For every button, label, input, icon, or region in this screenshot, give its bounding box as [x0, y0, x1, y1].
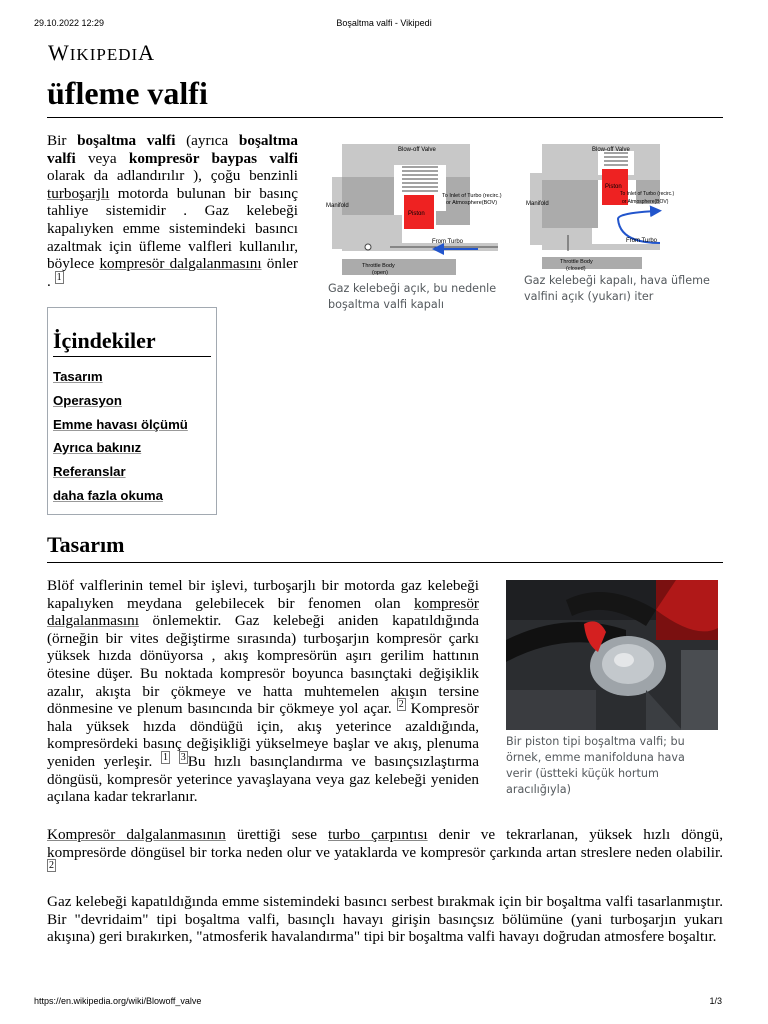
label-throttle-body: Throttle Body: [560, 259, 593, 265]
wordmark-ikipedi: IKIPEDI: [69, 45, 139, 64]
figure-1-caption: Gaz kelebeği açık, bu nedenle boşaltma valfi kapalı: [328, 282, 497, 311]
label-inlet-line2: or Atmosphere(BOV): [622, 199, 669, 205]
label-inlet-line1: To Inlet of Turbo (recirc.): [442, 193, 502, 199]
design-paragraph-2: Gaz kelebeği kapatıldığında emme sistemindeki basıncı serbest bırakmak için bir boşaltma valfi tasarlanmıştır. Bir "devridaim" tipi boşaltma valfi, basınçlı havayı girişin basınçsız bölümüne (yani turboşarjın yukarı akışına) geri bırakırken, "atmosferik havalandırma" tipi bir boşaltma valfi havayı doğrudan atmosfere boşaltır.: [47, 893, 723, 946]
page-title: üfleme valfi: [47, 75, 208, 111]
print-date: 29.10.2022 12:29: [34, 18, 105, 28]
reference-1[interactable]: 1: [56, 271, 62, 283]
diagram-throttle-closed: [524, 143, 675, 272]
blowoff-valve-photo[interactable]: [506, 580, 718, 730]
print-page-number: 1/3: [709, 996, 722, 1006]
reference-1b[interactable]: 1: [163, 751, 168, 763]
figure-throttle-open[interactable]: [328, 143, 514, 279]
section-heading-tasarim: Tasarım: [47, 532, 125, 557]
label-throttle-body: Throttle Body: [362, 263, 395, 269]
label-throttle-state: (open): [372, 270, 388, 276]
link-compressor-surge[interactable]: kompresör dalgalanmasını: [99, 255, 262, 273]
wordmark-a: A: [138, 40, 156, 65]
table-of-contents: [47, 307, 217, 515]
label-inlet-line2: or Atmosphere(BOV): [446, 200, 498, 206]
link-compressor-surge-2[interactable]: Kompresör dalgalanmasının: [47, 826, 226, 843]
photo-illustration: [506, 580, 718, 730]
reference-3[interactable]: 3: [180, 751, 186, 763]
label-blow-off-valve: Blow-off Valve: [592, 147, 630, 153]
link-compressor-surge[interactable]: kompresör dalgalanmasını: [47, 594, 479, 630]
wikipedia-wordmark[interactable]: [48, 40, 155, 66]
label-manifold: Manifold: [326, 203, 349, 209]
diagram-throttle-open: [328, 143, 514, 279]
design-paragraph-1: Blöf valflerinin temel bir işlevi, turboşarjlı bir motorda gaz kelebeği kapalıyken meydana gelebilecek bir fenomen olan kompresör dalgalanmasını önlemektir. Gaz kelebeği aniden kapatıldığında (örneğin bir vites değiştirme sırasında) turboşarjın kompresör çarkı yüksek hızda dönüyorsa , akış kompresörün aşırı gerilim hattının ötesine düşer. Bu noktada kompresör boyunca basınçtaki değişiklik azalır, akışta bir çökmeye ve hatta muhtemelen akışın tersine dönmesine ve plenum basıncında bir çökmeye yol açar. $^2$ Kompresör hala yüksek hızda döndüğü için, akış yeterince azaldığında, kompresördeki basınç değişikliği yükselmeye başlar ve akış, plenuma yeniden yerleşir. $^1$ $^3$ Bu hızlı basınçlandırma ve basınçsızlaştırma döngüsü, kompresör yeterince yavaşlayana veya gaz kelebeği yeniden açılana kadar tekrarlanır.: [47, 577, 479, 806]
photo-caption: Bir piston tipi boşaltma valfi; bu örnek, emme manifolduna hava verir (üstteki küçük hortum aracılığıyla): [506, 735, 685, 796]
intro-paragraph: Bir boşaltma valfi (ayrıca boşaltma valfi veya kompresör baypas valfi olarak da adlandırılır ), çoğu benzinli turboşarjlı motorda bulunan bir basınç tahliye sistemidir . Gaz kelebeği kapalıyken emme sistemindeki basıncı azaltmak için üfleme valfleri kullanılır, böylece kompresör dalgalanmasını önler . $^1$: [47, 132, 298, 290]
section-divider: [47, 562, 723, 563]
reference-2b[interactable]: 2: [49, 860, 54, 872]
label-piston: Piston: [605, 184, 622, 190]
reference-2[interactable]: 2: [398, 699, 404, 711]
link-turbocharged[interactable]: turboşarjlı: [47, 184, 110, 202]
label-manifold: Manifold: [526, 201, 549, 207]
label-from-turbo: From Turbo: [432, 239, 464, 245]
toc-item-operasyon[interactable]: Operasyon: [53, 393, 122, 408]
label-from-turbo: From Turbo: [626, 238, 658, 244]
print-title: Boşaltma valfi - Vikipedi: [336, 18, 432, 28]
label-throttle-state: (closed): [566, 266, 586, 272]
figure-throttle-closed[interactable]: [524, 143, 675, 272]
link-turbo-flutter[interactable]: turbo çarpıntısı: [328, 826, 428, 843]
label-inlet-line1: To Inlet of Turbo (recirc.): [620, 191, 675, 197]
toc-item-emme-havasi[interactable]: Emme havası ölçümü: [53, 417, 188, 432]
wordmark-w: W: [48, 40, 70, 65]
print-url[interactable]: https://en.wikipedia.org/wiki/Blowoff_valve: [34, 996, 202, 1006]
toc-item-referanslar[interactable]: Referanslar: [53, 464, 126, 479]
toc-item-daha-fazla-okuma[interactable]: daha fazla okuma: [53, 488, 163, 503]
label-piston: Piston: [408, 211, 425, 217]
label-blow-off-valve: Blow-off Valve: [398, 147, 436, 153]
toc-item-ayrica-bakiniz[interactable]: Ayrıca bakınız: [53, 440, 142, 455]
design-paragraph-1-cont: Kompresör dalgalanmasının ürettiği sese turbo çarpıntısı denir ve tekrarlanan, yüksek hızlı döngü, kompresörde döngüsel bir torka neden olur ve yataklarda ve kompresör çarkında artan streslere neden olabilir. $^2$: [47, 826, 723, 872]
title-divider: [47, 117, 723, 118]
toc-title: İçindekiler: [53, 328, 211, 357]
figure-2-caption: Gaz kelebeği kapalı, hava üfleme valfini açık (yukarı) iter: [524, 274, 710, 303]
toc-item-tasarim[interactable]: Tasarım: [53, 369, 103, 384]
